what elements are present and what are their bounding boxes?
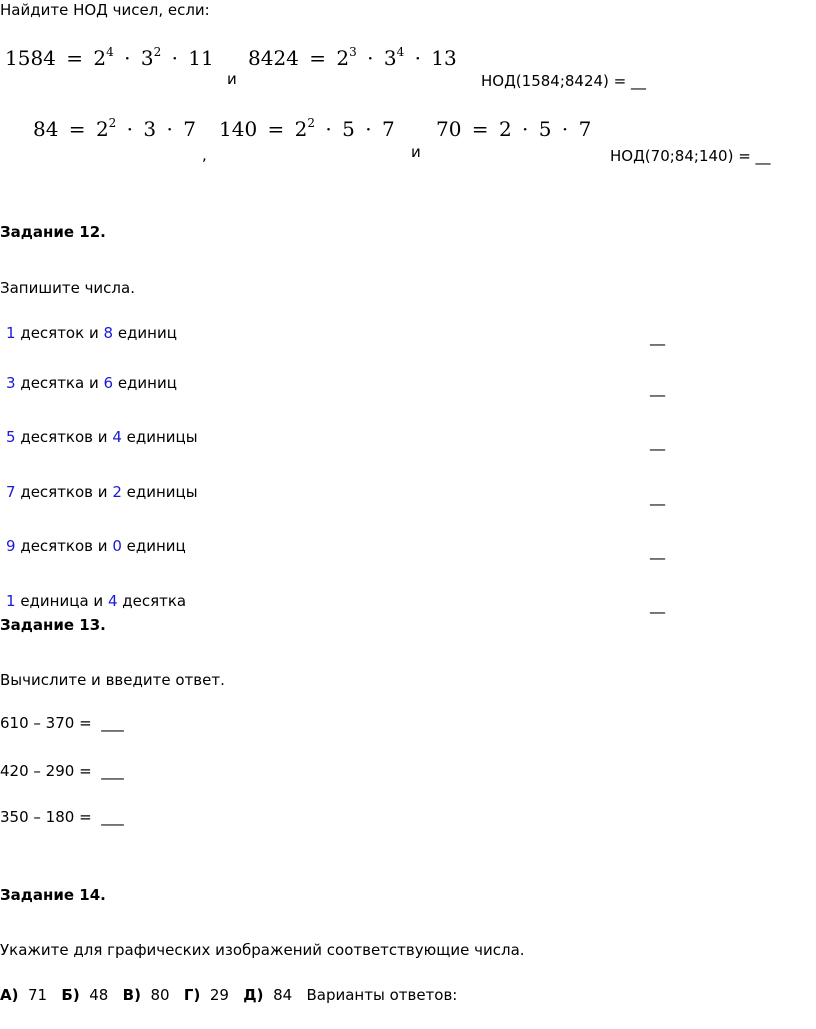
answer-blank[interactable]: __ (650, 379, 665, 397)
connector-text: и (411, 143, 421, 161)
factorization-formula: 70 = 2 · 5 · 7 (436, 117, 592, 141)
list-item: 420 – 290 = ___ (0, 762, 124, 780)
answer-blank[interactable]: ___ (101, 714, 124, 732)
task14-title: Задание 14. (0, 886, 106, 904)
list-item: 350 – 180 = ___ (0, 808, 124, 826)
option-value: 80 (150, 986, 170, 1004)
answer-blank[interactable]: __ (650, 488, 665, 506)
gcd-answer-label: НОД(1584;8424) = __ (481, 72, 647, 90)
list-item: 3 десятка и 6 единиц (6, 374, 177, 392)
answer-blank[interactable]: ___ (101, 808, 124, 826)
list-item: 1 единица и 4 десятка (6, 592, 187, 610)
factorization-formula: $84 = 2^2 \cdot 3 \cdot 7$ (33, 116, 196, 141)
list-item: 610 – 370 = ___ (0, 714, 124, 732)
factorization-formula: $8424 = 2^3 \cdot 3^4 \cdot 13$ (248, 45, 457, 70)
list-item: 9 десятков и 0 единиц (6, 537, 186, 555)
option-letter: Б) (61, 986, 80, 1004)
task13-instruction: Вычислите и введите ответ. (0, 671, 225, 689)
connector-text: , (202, 146, 207, 164)
answer-blank[interactable]: __ (650, 328, 665, 346)
answer-blank[interactable]: __ (650, 433, 665, 451)
task12-title: Задание 12. (0, 223, 106, 241)
gcd-answer-label: НОД(70;84;140) = __ (610, 147, 771, 165)
answer-options-row (0, 988, 457, 1003)
task12-instruction: Запишите числа. (0, 279, 135, 297)
list-item: 7 десятков и 2 единицы (6, 483, 198, 501)
option-letter: Д) (243, 986, 264, 1004)
option-value: 84 (273, 986, 293, 1004)
factorization-formula: $140 = 2^2 \cdot 5 \cdot 7$ (219, 116, 395, 141)
option-value: 48 (89, 986, 109, 1004)
option-letter: А) (0, 986, 19, 1004)
connector-text: и (227, 70, 237, 88)
list-item: 5 десятков и 4 единицы (6, 428, 198, 446)
intro-text: Найдите НОД чисел, если: (0, 1, 210, 19)
list-item: 1 десяток и 8 единиц (6, 324, 177, 342)
variants-label: Варианты ответов: (306, 986, 458, 1004)
answer-blank[interactable]: __ (650, 542, 665, 560)
option-letter: В) (122, 986, 141, 1004)
factorization-formula: $1584 = 2^4 \cdot 3^2 \cdot 11$ (5, 45, 214, 70)
answer-blank[interactable]: ___ (101, 762, 124, 780)
option-value: 71 (28, 986, 48, 1004)
option-letter: Г) (183, 986, 201, 1004)
task14-instruction: Укажите для графических изображений соответствующие числа. (0, 941, 525, 959)
task13-title: Задание 13. (0, 616, 106, 634)
option-value: 29 (209, 986, 229, 1004)
answer-blank[interactable]: __ (650, 596, 665, 614)
